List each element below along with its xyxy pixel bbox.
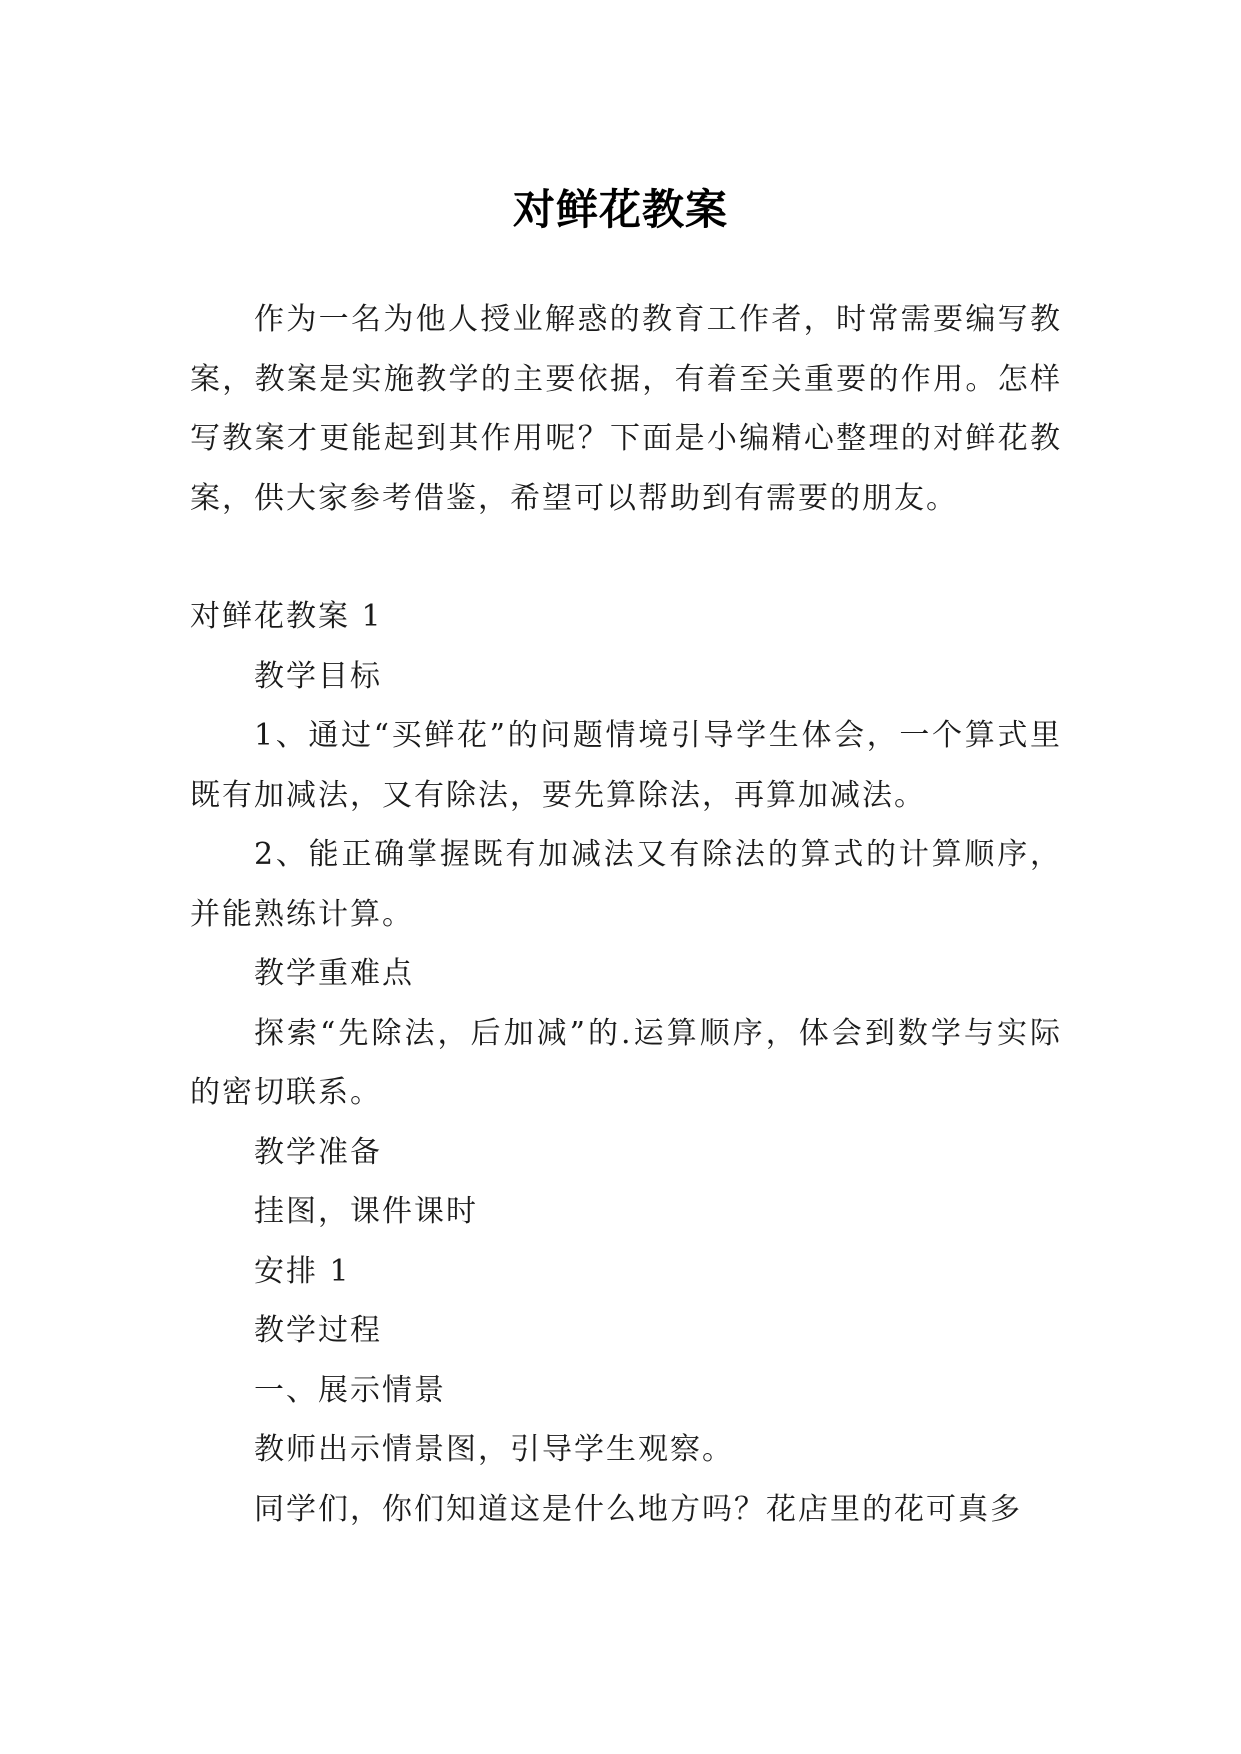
heading-teaching-process: 教学过程: [254, 1313, 382, 1348]
key-difficulties-paragraph: 探索“先除法，后加减”的.运算顺序，体会到数学与实际的密切联系。: [190, 1015, 1062, 1110]
dialogue-paragraph: 同学们，你们知道这是什么地方吗？花店里的花可真多: [254, 1491, 1022, 1527]
section-heading: 对鲜花教案 1: [190, 599, 383, 634]
intro-paragraph: 作为一名为他人授业解惑的教育工作者，时常需要编写教案，教案是实施教学的主要依据，有着至关重要的作用。怎样写教案才更能起到其作用呢？下面是小编精心整理的对鲜花教案，供大家参考借鉴，希望可以帮助到有需要的朋友。: [190, 302, 1062, 516]
goal-2-paragraph: 2、能正确掌握既有加减法又有除法的算式的计算顺序，并能熟练计算。: [190, 837, 1062, 932]
step-1-heading: 一、展示情景: [254, 1372, 446, 1408]
arrangement-paragraph: 安排 1: [254, 1253, 351, 1289]
document-title: 对鲜花教案: [512, 185, 728, 235]
document-body: [190, 290, 1062, 1539]
step-1-paragraph: 教师出示情景图，引导学生观察。: [254, 1432, 734, 1467]
heading-preparation: 教学准备: [254, 1134, 382, 1170]
heading-teaching-goals: 教学目标: [254, 658, 382, 694]
heading-key-difficulties: 教学重难点: [254, 956, 414, 991]
goal-1-paragraph: 1、通过“买鲜花”的问题情境引导学生体会，一个算式里既有加减法，又有除法，要先算除法，再算加减法。: [190, 718, 1062, 813]
preparation-paragraph: 挂图，课件课时: [254, 1194, 478, 1229]
